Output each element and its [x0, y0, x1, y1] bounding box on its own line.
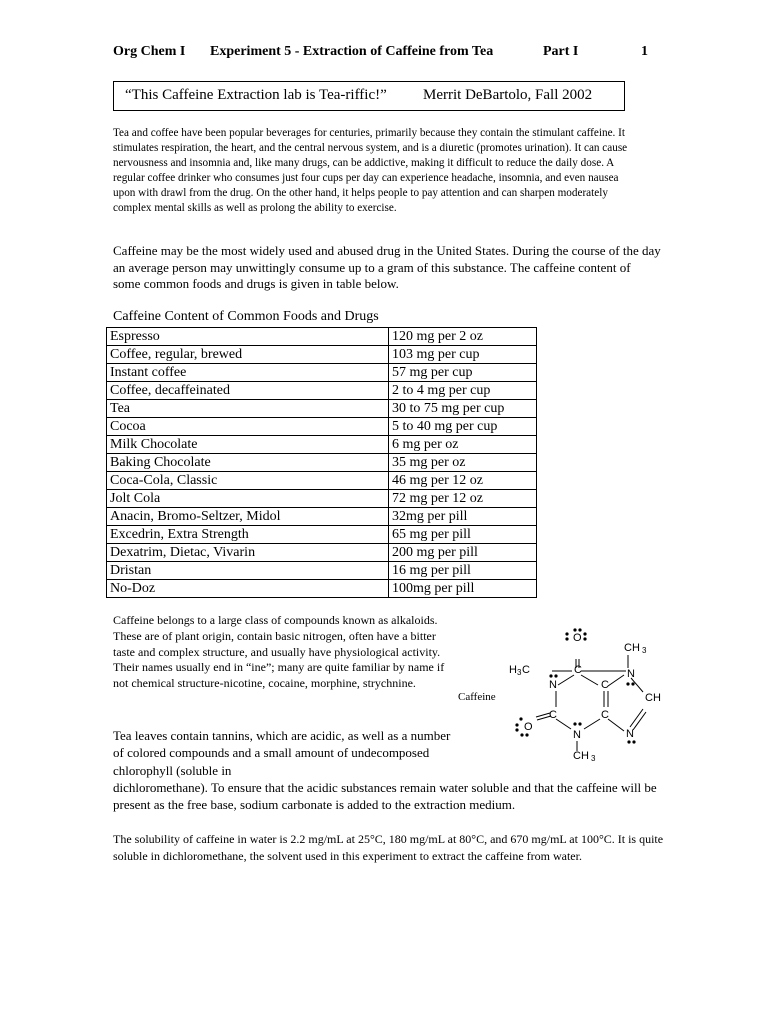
table-row [107, 454, 537, 472]
food-cell: Baking Chocolate [107, 454, 389, 472]
food-cell: Instant coffee [107, 364, 389, 382]
food-cell: Anacin, Bromo-Seltzer, Midol [107, 508, 389, 526]
atom-label: C [574, 664, 582, 676]
amount-cell: 5 to 40 mg per cup [389, 418, 537, 436]
atom-subscript: 3 [591, 754, 596, 763]
tannin-paragraph-part2: dichloromethane). To ensure that the acidic substances remain water soluble and that the caffeine will be present as the free base, sodium carbonate is added to the extraction medium. [113, 780, 657, 813]
food-cell: Tea [107, 400, 389, 418]
atom-label: O [573, 632, 582, 644]
amount-cell: 57 mg per cup [389, 364, 537, 382]
food-cell: Jolt Cola [107, 490, 389, 508]
atom-label: N [627, 668, 635, 680]
structure-label: Caffeine [458, 691, 496, 703]
food-cell: No-Doz [107, 580, 389, 598]
part-label: Part I [543, 44, 579, 59]
food-cell: Espresso [107, 328, 389, 346]
table-row [107, 472, 537, 490]
amount-cell: 72 mg per 12 oz [389, 490, 537, 508]
bond [584, 719, 600, 729]
quote-box [113, 81, 625, 111]
bond [558, 675, 574, 685]
food-cell: Dristan [107, 562, 389, 580]
table-row [107, 526, 537, 544]
bond [556, 719, 571, 729]
solubility-paragraph: The solubility of caffeine in water is 2.2 mg/mL at 25°C, 180 mg/mL at 80°C, and 670 mg/mL at 100°C. It is quite soluble in dichloromethane, the solvent used in this experiment to extract the caffeine from water. [113, 832, 664, 863]
food-cell: Coffee, regular, brewed [107, 346, 389, 364]
structure-atoms [509, 632, 661, 763]
table-row [107, 508, 537, 526]
food-cell: Coffee, decaffeinated [107, 382, 389, 400]
atom-label: C [522, 664, 530, 676]
usage-paragraph: Caffeine may be the most widely used and abused drug in the United States. During the course of the day an average person may unwittingly consume up to a gram of this substance. The caffeine content of some common foods and drugs is given in table below. [113, 243, 661, 291]
atom-label: CH [624, 642, 640, 654]
amount-cell: 2 to 4 mg per cup [389, 382, 537, 400]
food-cell: Excedrin, Extra Strength [107, 526, 389, 544]
bond [608, 675, 624, 686]
page-header [113, 44, 653, 62]
tannin-paragraph-part1: Tea leaves contain tannins, which are acidic, as well as a number of colored compounds and a small amount of undecomposed chlorophyll (soluble in [113, 728, 451, 778]
atom-subscript: 3 [642, 646, 647, 655]
atom-subscript: 3 [517, 668, 522, 677]
atom-label: C [601, 679, 609, 691]
atom-label: N [626, 728, 634, 740]
intro-paragraph: Tea and coffee have been popular beverages for centuries, primarily because they contain the stimulant caffeine. It stimulates respiration, the heart, and the central nervous system, and is a diuretic (promotes urination). It can cause nervousness and insomnia and, like many drugs, can be addictive, making it difficult to reduce the daily dose. A regular coffee drinker who consumes just four cups per day can experience headache, insomnia, and even nausea upon with drawl from the drug. On the other hand, it helps people to pay attention and can sharpen moderately complex mental skills as well as prolong the ability to exercise. [113, 127, 628, 214]
table-row [107, 364, 537, 382]
amount-cell: 35 mg per oz [389, 454, 537, 472]
amount-cell: 30 to 75 mg per cup [389, 400, 537, 418]
amount-cell: 32mg per pill [389, 508, 537, 526]
table-caption: Caffeine Content of Common Foods and Drugs [113, 309, 379, 324]
atom-label: H [509, 664, 517, 676]
atom-label: N [549, 679, 557, 691]
course-title: Org Chem I [113, 44, 186, 59]
atom-label: CH [645, 692, 661, 704]
table-row [107, 382, 537, 400]
table-row [107, 418, 537, 436]
bond [581, 675, 598, 685]
quote-attribution: Merrit DeBartolo, Fall 2002 [423, 87, 593, 103]
page-number: 1 [641, 44, 648, 59]
table-row [107, 544, 537, 562]
caffeine-structure-diagram [500, 625, 680, 770]
amount-cell: 46 mg per 12 oz [389, 472, 537, 490]
food-cell: Cocoa [107, 418, 389, 436]
atom-label: C [549, 709, 557, 721]
table-row [107, 562, 537, 580]
atom-label: CH [573, 750, 589, 762]
table-row [107, 436, 537, 454]
amount-cell: 103 mg per cup [389, 346, 537, 364]
quote-text: “This Caffeine Extraction lab is Tea-riffic!” [125, 87, 387, 103]
caffeine-content-table [106, 327, 537, 598]
table-row [107, 328, 537, 346]
atom-label: N [573, 729, 581, 741]
amount-cell: 16 mg per pill [389, 562, 537, 580]
amount-cell: 6 mg per oz [389, 436, 537, 454]
food-cell: Dexatrim, Dietac, Vivarin [107, 544, 389, 562]
amount-cell: 200 mg per pill [389, 544, 537, 562]
bond [608, 719, 624, 731]
food-cell: Milk Chocolate [107, 436, 389, 454]
alkaloid-paragraph: Caffeine belongs to a large class of compounds known as alkaloids. These are of plant origin, contain basic nitrogen, often have a bitter taste and complex structure, and usually have physiological activity. Their names usually end in “ine”; many are quite familiar by name if not chemical structure-nicotine, cocaine, morphine, strychnine. [113, 613, 445, 691]
amount-cell: 65 mg per pill [389, 526, 537, 544]
amount-cell: 100mg per pill [389, 580, 537, 598]
table-row [107, 346, 537, 364]
table-row [107, 490, 537, 508]
atom-label: O [524, 721, 533, 733]
food-cell: Coca-Cola, Classic [107, 472, 389, 490]
atom-label: C [601, 709, 609, 721]
amount-cell: 120 mg per 2 oz [389, 328, 537, 346]
table-row [107, 580, 537, 598]
experiment-title: Experiment 5 - Extraction of Caffeine from Tea [210, 44, 494, 59]
table-row [107, 400, 537, 418]
